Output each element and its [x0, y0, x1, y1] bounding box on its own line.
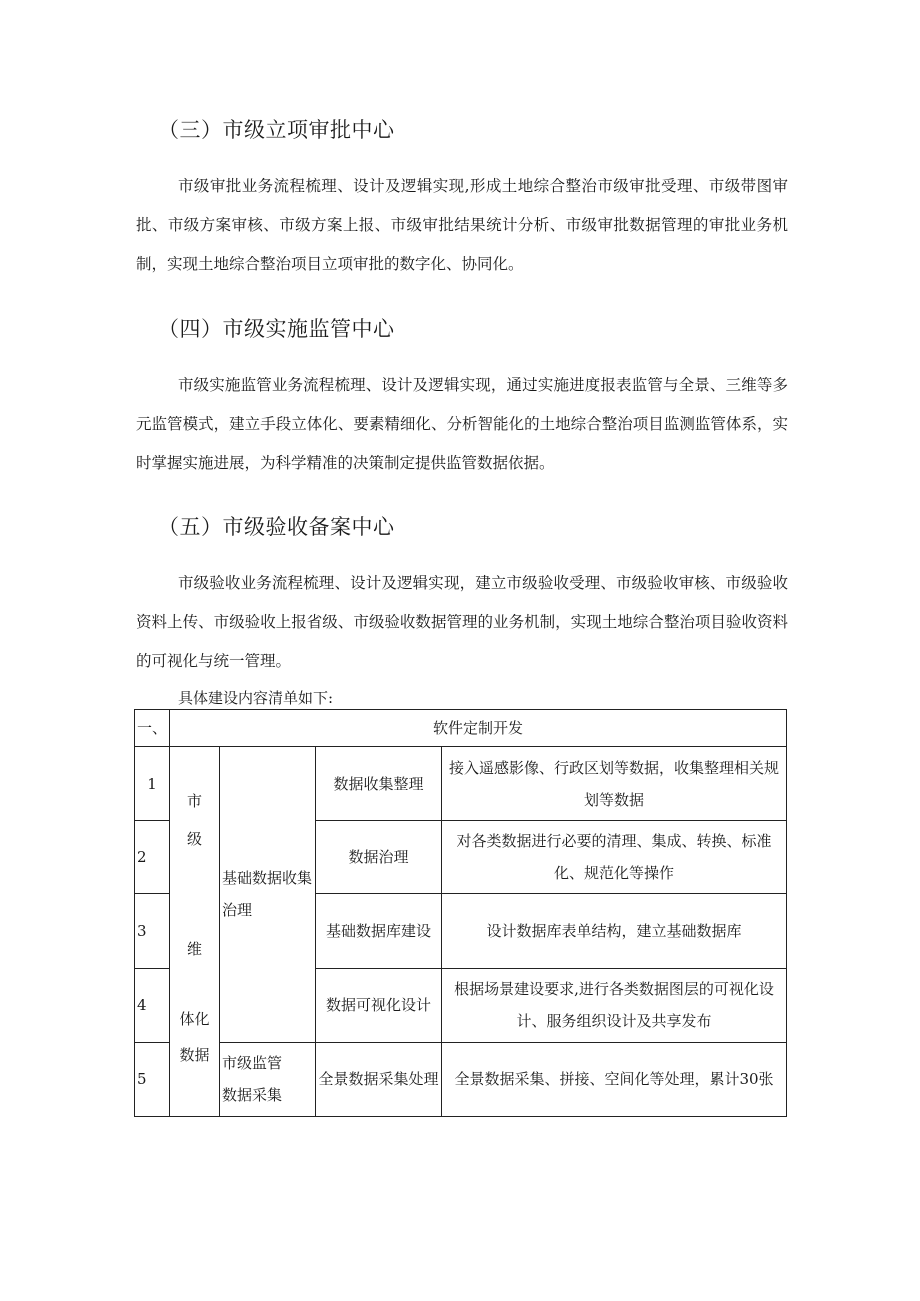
- item-name: 基础数据库建设: [316, 894, 442, 968]
- item-description: 对各类数据进行必要的清理、集成、转换、标准化、规范化等操作: [442, 821, 787, 894]
- section-body-4: 市级实施监管业务流程梳理、设计及逻辑实现，通过实施进度报表监管与全景、三维等多元监管模式，建立手段立体化、要素精细化、分析智能化的土地综合整治项目监测监管体系，实时掌握实施进展，为科学精准的决策制定提供监管数据依据。: [136, 376, 788, 472]
- table-header-row: [135, 710, 787, 747]
- item-name: 数据治理: [316, 821, 442, 894]
- row-number: 3: [135, 894, 170, 968]
- construction-content-table: [134, 709, 787, 1117]
- group-label-line: 数据采集: [222, 1086, 283, 1105]
- section-heading-3: （三）市级立项审批中心: [158, 118, 395, 142]
- row-number: 4: [135, 968, 170, 1042]
- section-heading-5: （五）市级验收备案中心: [158, 515, 395, 539]
- item-description: 设计数据库表单结构，建立基础数据库: [442, 894, 787, 968]
- item-name: 全景数据采集处理: [316, 1042, 442, 1116]
- item-name: 数据收集整理: [316, 747, 442, 821]
- group-label-basic-data: 基础数据收集治理: [220, 747, 316, 1043]
- city-label-part: 体化: [179, 1010, 210, 1028]
- table-row: [135, 1042, 787, 1116]
- item-description: 根据场景建设要求,进行各类数据图层的可视化设计、服务组织设计及共享发布: [442, 968, 787, 1042]
- city-label-part: 级: [186, 830, 202, 848]
- city-label-part: 市: [186, 792, 202, 810]
- row-number: 1: [135, 747, 170, 821]
- city-label-part: 维: [186, 940, 202, 958]
- section-body-5: 市级验收业务流程梳理、设计及逻辑实现，建立市级验收受理、市级验收审核、市级验收资料上传、市级验收上报省级、市级验收数据管理的业务机制，实现土地综合整治项目验收资料的可视化与统一管理。: [136, 574, 788, 670]
- section-heading-4: （四）市级实施监管中心: [158, 317, 395, 341]
- section-title: 软件定制开发: [170, 710, 787, 747]
- section-body-3: 市级审批业务流程梳理、设计及逻辑实现,形成土地综合整治市级审批受理、市级带图审批、市级方案审核、市级方案上报、市级审批结果统计分析、市级审批数据管理的审批业务机制，实现土地综合整治项目立项审批的数字化、协同化。: [136, 177, 788, 273]
- table-row: [135, 747, 787, 821]
- group-label-line: 市级监管: [222, 1054, 283, 1073]
- section-number: 一、: [135, 710, 170, 747]
- item-description: 全景数据采集、拼接、空间化等处理，累计30张: [442, 1042, 787, 1116]
- city-integration-label: [170, 747, 220, 1117]
- city-label-part: 数据: [179, 1046, 210, 1064]
- group-label-city-supervision: [220, 1042, 316, 1116]
- item-description: 接入遥感影像、行政区划等数据，收集整理相关规划等数据: [442, 747, 787, 821]
- table-intro: 具体建设内容清单如下:: [178, 689, 334, 707]
- item-name: 数据可视化设计: [316, 968, 442, 1042]
- row-number: 2: [135, 821, 170, 894]
- row-number: 5: [135, 1042, 170, 1116]
